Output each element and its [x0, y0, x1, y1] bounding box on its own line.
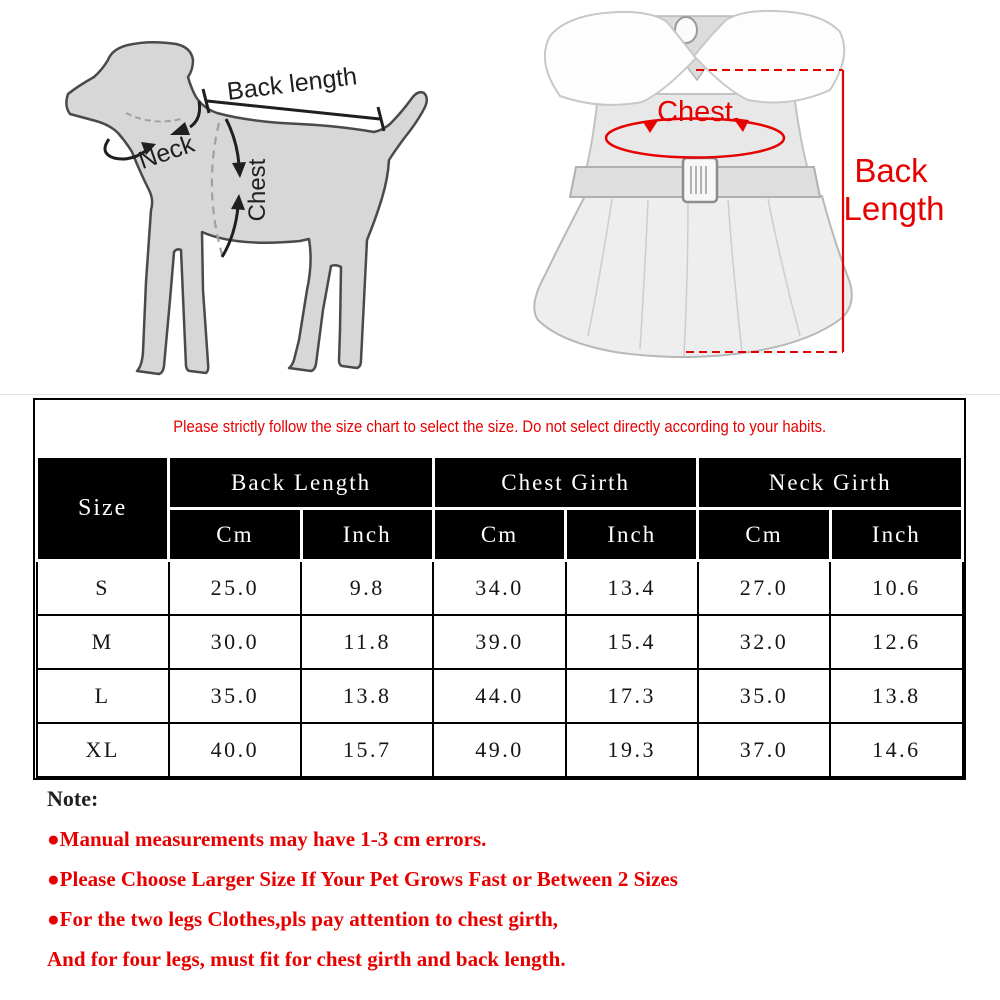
measurement-cell: 27.0 [698, 561, 830, 616]
measurement-cell: 34.0 [433, 561, 565, 616]
measurement-cell: 32.0 [698, 615, 830, 669]
size-chart-table [35, 455, 964, 778]
unit-header-inch: Inch [830, 509, 962, 561]
measurement-cell: 13.8 [301, 669, 433, 723]
unit-header-inch: Inch [566, 509, 698, 561]
table-row [37, 561, 963, 616]
note-line: ●For the two legs Clothes,pls pay attention to chest girth, [47, 907, 559, 931]
col-group-chest-girth: Chest Girth [433, 457, 698, 509]
col-header-size: Size [37, 457, 169, 561]
measurement-cell: 15.4 [566, 615, 698, 669]
size-cell: M [37, 615, 169, 669]
note-line: ●Manual measurements may have 1-3 cm errors. [47, 827, 487, 851]
dress-length-label: Length [843, 190, 945, 227]
belt-buckle [683, 158, 717, 202]
note-line: ●Please Choose Larger Size If Your Pet Grows Fast or Between 2 Sizes [47, 867, 678, 891]
measurement-cell: 25.0 [169, 561, 301, 616]
measurement-cell: 19.3 [566, 723, 698, 777]
notes-section [47, 779, 957, 979]
measurement-cell: 11.8 [301, 615, 433, 669]
measurement-cell: 30.0 [169, 615, 301, 669]
measurement-diagrams [0, 0, 1000, 396]
table-header-row-units [37, 509, 963, 561]
size-warning-banner [35, 400, 964, 455]
size-cell: S [37, 561, 169, 616]
measurement-cell: 35.0 [169, 669, 301, 723]
section-divider [0, 394, 1000, 395]
measurement-cell: 13.8 [830, 669, 962, 723]
note-title: Note: [47, 786, 99, 811]
dress-diagram [534, 11, 944, 357]
dog-back-length-label: Back length [225, 62, 359, 106]
dog-neck-label: Neck [134, 129, 198, 175]
measurement-cell: 37.0 [698, 723, 830, 777]
table-row [37, 669, 963, 723]
measurement-cell: 35.0 [698, 669, 830, 723]
dress-back-label: Back [854, 152, 928, 189]
dog-diagram [66, 42, 426, 374]
size-chart [33, 398, 966, 780]
measurement-cell: 10.6 [830, 561, 962, 616]
measurement-cell: 40.0 [169, 723, 301, 777]
dress-chest-label: Chest. [657, 96, 741, 128]
measurement-cell: 17.3 [566, 669, 698, 723]
measurement-cell: 12.6 [830, 615, 962, 669]
measurement-cell: 39.0 [433, 615, 565, 669]
size-warning-text: Please strictly follow the size chart to select the size. Do not select directly according to your habits. [173, 418, 826, 436]
dog-chest-label: Chest [244, 158, 271, 222]
note-line: And for four legs, must fit for chest girth and back length. [47, 947, 566, 971]
table-row [37, 723, 963, 777]
dress-skirt [534, 196, 851, 357]
measurement-cell: 9.8 [301, 561, 433, 616]
measurement-cell: 49.0 [433, 723, 565, 777]
measurement-cell: 13.4 [566, 561, 698, 616]
unit-header-cm: Cm [433, 509, 565, 561]
unit-header-cm: Cm [698, 509, 830, 561]
unit-header-cm: Cm [169, 509, 301, 561]
size-cell: XL [37, 723, 169, 777]
col-group-back-length: Back Length [169, 457, 434, 509]
col-group-neck-girth: Neck Girth [698, 457, 963, 509]
size-cell: L [37, 669, 169, 723]
unit-header-inch: Inch [301, 509, 433, 561]
measurement-cell: 44.0 [433, 669, 565, 723]
table-header-row-groups [37, 457, 963, 509]
measurement-cell: 15.7 [301, 723, 433, 777]
measurement-cell: 14.6 [830, 723, 962, 777]
table-row [37, 615, 963, 669]
